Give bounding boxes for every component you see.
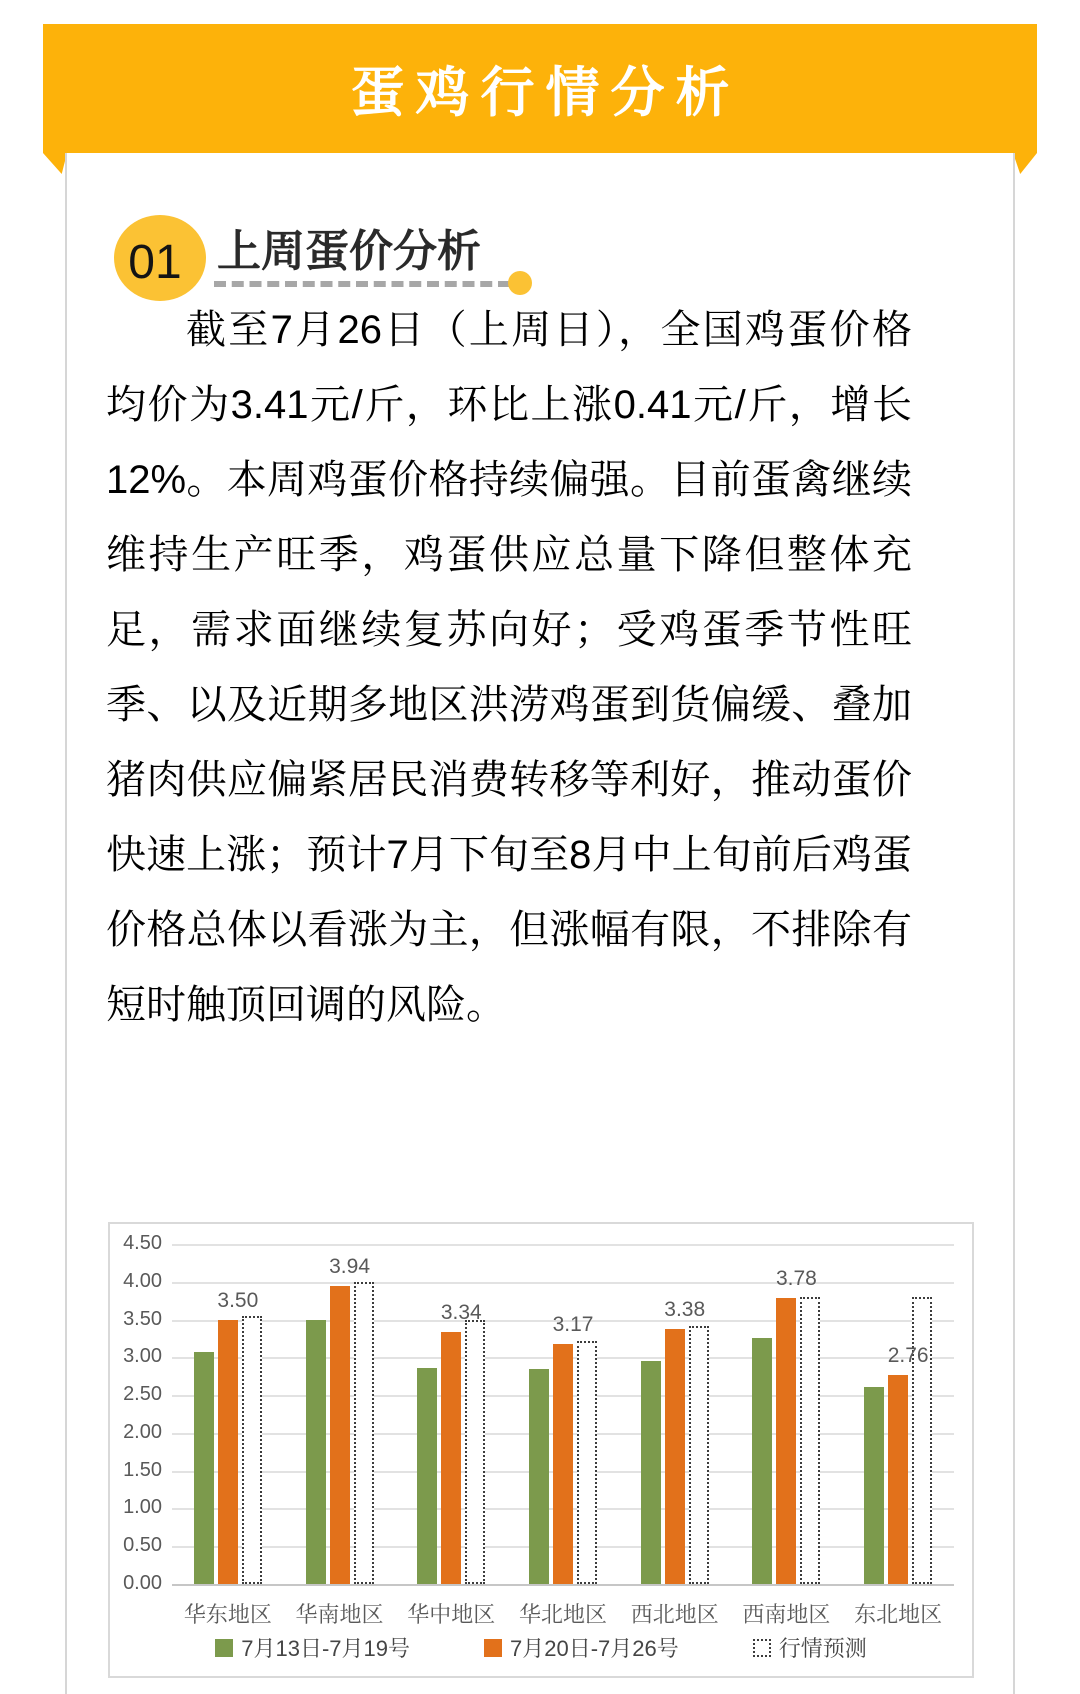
x-axis-category-label: 华北地区 bbox=[518, 1602, 607, 1627]
legend-item-2 bbox=[484, 1632, 679, 1663]
x-axis-category-label: 华南地区 bbox=[295, 1602, 384, 1627]
y-axis-tick-label: 3.00 bbox=[123, 1345, 162, 1368]
bar-week1 bbox=[306, 1320, 326, 1584]
bar-value-label: 3.34 bbox=[440, 1300, 482, 1324]
legend-item-1 bbox=[215, 1632, 410, 1663]
bar-week2 bbox=[776, 1298, 796, 1584]
y-axis-tick-label: 1.00 bbox=[123, 1496, 162, 1519]
bar-week2 bbox=[888, 1375, 908, 1584]
bar-week2 bbox=[330, 1286, 350, 1584]
legend-swatch-icon bbox=[215, 1639, 233, 1657]
banner-fold-right bbox=[1013, 153, 1037, 174]
bar-week2 bbox=[665, 1329, 685, 1584]
y-axis-tick-label: 0.50 bbox=[123, 1534, 162, 1557]
bar-week1 bbox=[641, 1361, 661, 1584]
legend-swatch-forecast-icon bbox=[753, 1639, 771, 1657]
page-title: 蛋鸡行情分析 bbox=[350, 63, 741, 123]
bar-week2 bbox=[218, 1320, 238, 1584]
legend-swatch-icon bbox=[484, 1639, 502, 1657]
bar-week1 bbox=[194, 1352, 214, 1584]
y-axis-tick-label: 4.00 bbox=[123, 1269, 162, 1292]
y-axis-tick-label: 3.50 bbox=[123, 1307, 162, 1330]
y-axis-tick-label: 0.00 bbox=[123, 1572, 162, 1594]
section-number-badge bbox=[114, 215, 206, 301]
bar-forecast bbox=[689, 1326, 709, 1584]
bar-week1 bbox=[752, 1338, 772, 1584]
bar-value-label: 3.17 bbox=[552, 1313, 594, 1337]
y-axis-tick-label: 4.50 bbox=[123, 1232, 162, 1254]
header-banner bbox=[43, 24, 1037, 153]
bar-forecast bbox=[242, 1316, 262, 1584]
analysis-paragraph: 截至7月26日（上周日），全国鸡蛋价格均价为3.41元/斤，环比上涨0.41元/斤，增长12%。本周鸡蛋价格持续偏强。目前蛋禽继续维持生产旺季，鸡蛋供应总量下降但整体充足，需求面继续复苏向好；受鸡蛋季节性旺季、以及近期多地区洪涝鸡蛋到货偏缓、叠加猪肉供应偏紧居民消费转移等利好，推动蛋价快速上涨；预计7月下旬至8月中上旬前后鸡蛋价格总体以看涨为主，但涨幅有限，不排除有短时触顶回调的风险。 bbox=[106, 308, 912, 1027]
legend-label: 7月20日-7月26号 bbox=[509, 1636, 679, 1661]
legend-label: 行情预测 bbox=[778, 1636, 867, 1661]
grid-line bbox=[172, 1244, 954, 1246]
x-axis-category-label: 东北地区 bbox=[854, 1602, 943, 1627]
bar-value-label: 3.50 bbox=[217, 1288, 259, 1312]
bar-week1 bbox=[417, 1368, 437, 1584]
bar-value-label: 3.78 bbox=[775, 1267, 817, 1291]
divider-end-dot bbox=[508, 271, 532, 295]
bar-week2 bbox=[553, 1344, 573, 1584]
section-title: 上周蛋价分析 bbox=[217, 227, 481, 276]
legend-item-3 bbox=[753, 1632, 867, 1663]
dashed-divider bbox=[214, 281, 510, 287]
content-card bbox=[65, 153, 1015, 1694]
bar-week1 bbox=[864, 1387, 884, 1584]
egg-price-chart bbox=[108, 1222, 974, 1678]
x-axis-category-label: 华中地区 bbox=[407, 1602, 496, 1627]
y-axis-tick-label: 1.50 bbox=[123, 1458, 162, 1481]
chart-legend bbox=[110, 1632, 972, 1663]
bar-week2 bbox=[441, 1332, 461, 1584]
grid-line bbox=[172, 1584, 954, 1586]
bar-forecast bbox=[912, 1297, 932, 1584]
bar-forecast bbox=[354, 1282, 374, 1584]
bar-week1 bbox=[529, 1369, 549, 1584]
bar-value-label: 3.38 bbox=[664, 1297, 706, 1321]
banner-fold-left bbox=[43, 153, 67, 174]
section-number: 01 bbox=[128, 235, 182, 289]
chart-body bbox=[110, 1224, 972, 1676]
bar-forecast bbox=[465, 1320, 485, 1584]
bar-value-label: 2.76 bbox=[887, 1344, 929, 1368]
bar-value-label: 3.94 bbox=[329, 1255, 370, 1279]
y-axis-tick-label: 2.00 bbox=[123, 1420, 162, 1443]
legend-label: 7月13日-7月19号 bbox=[241, 1636, 410, 1661]
bar-forecast bbox=[577, 1341, 597, 1584]
x-axis-category-label: 华东地区 bbox=[183, 1602, 272, 1627]
x-axis-category-label: 西北地区 bbox=[630, 1602, 719, 1627]
bar-forecast bbox=[800, 1297, 820, 1584]
x-axis-category-label: 西南地区 bbox=[742, 1602, 831, 1627]
y-axis-tick-label: 2.50 bbox=[123, 1383, 162, 1406]
